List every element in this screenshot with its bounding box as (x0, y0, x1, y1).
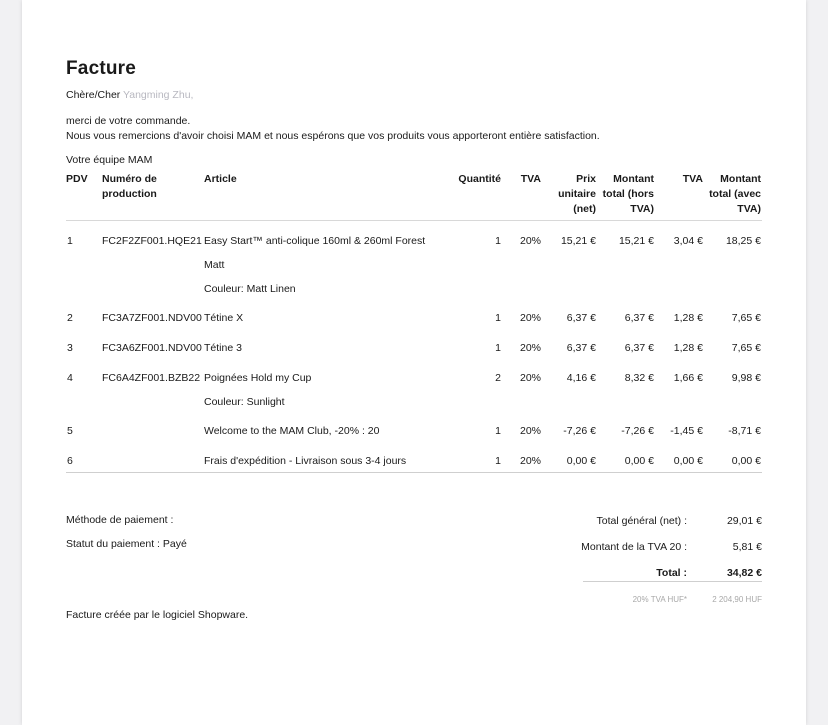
row-production-number: FC3A6ZF001.NDV00 (102, 342, 202, 354)
col-header-gross-total: Montant total (avec TVA) (709, 173, 761, 215)
created-by-note: Facture créée par le logiciel Shopware. (66, 609, 249, 621)
row-article: Tétine 3 (204, 342, 242, 354)
greeting (66, 89, 193, 101)
row-tax-rate: 20% (519, 372, 541, 384)
row-production-number: FC6A4ZF001.BZB22 (102, 372, 201, 384)
row-position: 5 (67, 425, 73, 437)
row-quantity: 2 (495, 372, 501, 384)
net-total-label: Total général (net) : (596, 515, 687, 527)
row-net-total: 0,00 € (624, 455, 654, 467)
row-vat-amount: 1,28 € (673, 312, 703, 324)
row-tax-rate: 20% (519, 342, 541, 354)
row-quantity: 1 (495, 455, 501, 467)
intro-line-2: Nous vous remercions d'avoir choisi MAM et nous espérons que vos produits vous apporteront entière satisfaction. (66, 130, 600, 142)
totals-divider (583, 581, 762, 582)
row-tax-rate: 20% (519, 312, 541, 324)
payment-method: Méthode de paiement : (66, 514, 174, 526)
row-unit-price: 4,16 € (566, 372, 596, 384)
row-unit-price: 15,21 € (560, 235, 596, 247)
invoice-title: Facture (66, 58, 137, 79)
row-gross-total: -8,71 € (728, 425, 761, 437)
col-header-net-total: Montant total (hors TVA) (602, 173, 654, 215)
row-position: 6 (67, 455, 73, 467)
col-header-vat: TVA (682, 173, 703, 185)
row-unit-price: 6,37 € (566, 342, 596, 354)
row-net-total: 8,32 € (624, 372, 654, 384)
col-header-article: Article (204, 173, 237, 185)
row-article: Easy Start™ anti-colique 160ml & 260ml Forest (204, 235, 426, 247)
vat-total-value: 5,81 € (732, 541, 762, 553)
row-gross-total: 7,65 € (731, 342, 761, 354)
row-vat-amount: -1,45 € (670, 425, 703, 437)
greeting-prefix: Chère/Cher (66, 89, 124, 101)
row-tax-rate: 20% (519, 235, 541, 247)
row-article: Welcome to the MAM Club, -20% : 20 (204, 425, 380, 437)
row-gross-total: 9,98 € (731, 372, 761, 384)
col-header-unit-price: Prix unitaire (net) (558, 173, 596, 215)
row-production-number: FC2F2ZF001.HQE21 (102, 235, 202, 247)
row-vat-amount: 3,04 € (673, 235, 703, 247)
invoice-page (22, 0, 806, 725)
row-net-total: 15,21 € (618, 235, 654, 247)
row-article: Poignées Hold my Cup (204, 372, 312, 384)
row-quantity: 1 (495, 342, 501, 354)
col-header-production-number: Numéro de production (102, 173, 157, 200)
row-vat-amount: 1,28 € (673, 342, 703, 354)
row-position: 2 (67, 312, 73, 324)
col-header-pdv: PDV (66, 173, 88, 185)
row-article-detail: Matt (204, 259, 225, 271)
row-vat-amount: 1,66 € (673, 372, 703, 384)
row-production-number: FC3A7ZF001.NDV00 (102, 312, 202, 324)
row-quantity: 1 (495, 312, 501, 324)
row-quantity: 1 (495, 425, 501, 437)
vat-total-label: Montant de la TVA 20 : (581, 541, 687, 553)
row-quantity: 1 (495, 235, 501, 247)
row-position: 1 (67, 235, 73, 247)
team-signature: Votre équipe MAM (66, 154, 153, 166)
net-total-value: 29,01 € (726, 515, 762, 527)
intro-text (66, 114, 706, 144)
customer-name: Yangming Zhu, (123, 89, 194, 101)
row-article: Tétine X (204, 312, 244, 324)
row-article-detail: Couleur: Matt Linen (204, 283, 296, 295)
col-header-tax: TVA (520, 173, 541, 185)
row-tax-rate: 20% (519, 425, 541, 437)
row-unit-price: 0,00 € (566, 455, 596, 467)
row-article: Frais d'expédition - Livraison sous 3-4 jours (204, 455, 407, 467)
payment-status: Statut du paiement : Payé (66, 538, 187, 550)
row-net-total: 6,37 € (624, 342, 654, 354)
huf-tax-value: 2 204,90 HUF (712, 595, 762, 604)
table-header-divider (66, 220, 762, 221)
grand-total-value: 34,82 € (726, 567, 762, 579)
row-article-detail: Couleur: Sunlight (204, 396, 285, 408)
row-gross-total: 7,65 € (731, 312, 761, 324)
row-gross-total: 0,00 € (731, 455, 761, 467)
row-net-total: -7,26 € (621, 425, 654, 437)
col-header-quantity: Quantité (458, 173, 501, 185)
row-unit-price: -7,26 € (563, 425, 596, 437)
row-position: 4 (67, 372, 73, 384)
row-unit-price: 6,37 € (566, 312, 596, 324)
intro-line-1: merci de votre commande. (66, 115, 191, 127)
row-net-total: 6,37 € (624, 312, 654, 324)
row-position: 3 (67, 342, 73, 354)
table-bottom-divider (66, 472, 762, 473)
huf-tax-label: 20% TVA HUF* (632, 595, 687, 604)
row-vat-amount: 0,00 € (673, 455, 703, 467)
row-gross-total: 18,25 € (725, 235, 761, 247)
grand-total-label: Total : (656, 567, 687, 579)
row-tax-rate: 20% (519, 455, 541, 467)
